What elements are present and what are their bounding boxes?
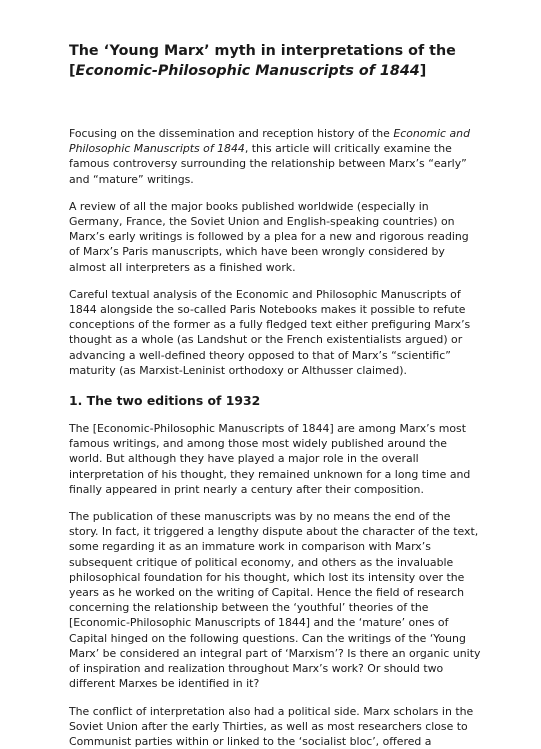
section-heading: 1. The two editions of 1932 xyxy=(69,393,481,409)
title-line-1: The ‘Young Marx’ myth in interpretations of the xyxy=(69,43,456,59)
title-line-2: Economic-Philosophic Manuscripts of 1844 xyxy=(76,63,420,79)
abstract-text-end: , this article will critically examine the famous controversy surrounding the relationship between Marx’s “early” and “mature” writings. xyxy=(69,142,467,185)
title-bracket-open: [ xyxy=(69,63,76,79)
article-body xyxy=(69,126,481,749)
abstract-text-start: Focusing on the dissemination and reception history of the xyxy=(69,127,393,140)
section-paragraph-1: The [Economic-Philosophic Manuscripts of 1844] are among Marx’s most famous writings, and among those most widely published around the world. But although they have played a major role in the overall interpretation of his thought, they remained unknown for a long time and finally appeared in print nearly a century after their composition. xyxy=(69,421,481,497)
section-paragraph-2: The publication of these manuscripts was by no means the end of the story. In fact, it triggered a lengthy dispute about the character of the text, some regarding it as an immature work in comparison with Marx’s subsequent critique of political economy, and others as the invaluable philosophical foundation for his thought, which lost its intensity over the years as he worked on the writing of Capital. Hence the field of research concerning the relationship between the ‘youthful’ theories of the [Economic-Philosophic Manuscripts of 1844] and the ‘mature’ ones of Capital hinged on the following questions. Can the writings of the ‘Young Marx’ be considered an integral part of ‘Marxism’? Is there an organic unity of inspiration and realization throughout Marx’s work? Or should two different Marxes be identified in it? xyxy=(69,509,481,691)
abstract-paragraph-1 xyxy=(69,126,481,187)
section-paragraph-3: The conflict of interpretation also had a political side. Marx scholars in the Soviet Union after the early Thirties, as well as most researchers close to Communist parties within or linked to the ‘socialist bloc’, offered a xyxy=(69,704,481,749)
article-title xyxy=(69,41,509,81)
abstract-italic-title: Economic and Philosophic Manuscripts of 1844 xyxy=(69,127,470,155)
abstract-paragraph-2: A review of all the major books published worldwide (especially in Germany, France, the Soviet Union and English-speaking countries) on Marx’s early writings is followed by a plea for a new and rigorous reading of Marx’s Paris manuscripts, which have been wrongly considered by almost all interpreters as a finished work. xyxy=(69,199,481,275)
abstract-paragraph-3: Careful textual analysis of the Economic and Philosophic Manuscripts of 1844 alongside the so-called Paris Notebooks makes it possible to refute conceptions of the former as a fully fledged text either prefiguring Marx’s thought as a whole (as Landshut or the French existentialists argued) or advancing a well-defined theory opposed to that of Marx’s “scientific” maturity (as Marxist-Leninist orthodoxy or Althusser claimed). xyxy=(69,287,481,378)
title-bracket-close: ] xyxy=(420,63,427,79)
